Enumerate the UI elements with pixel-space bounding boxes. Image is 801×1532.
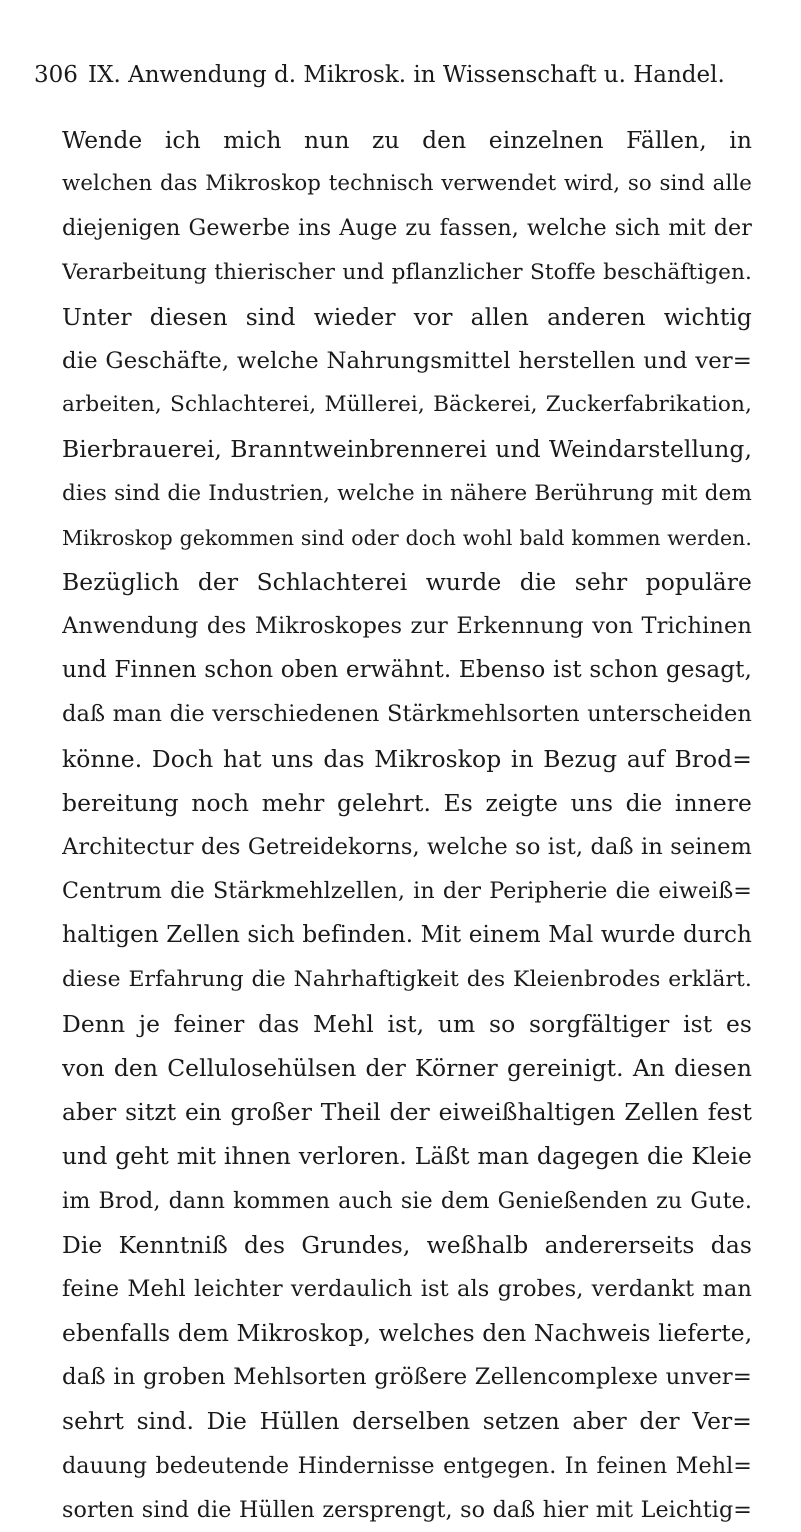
text-line: Architectur des Getreidekorns, welche so ist, daß in seinem (62, 834, 752, 860)
text-line: Die Kenntniß des Grundes, weßhalb andererseits das (62, 1230, 752, 1259)
text-line: diese Erfahrung die Nahrhaftigkeit des Kleienbrodes erklärt. (62, 966, 752, 992)
text-line: Denn je feiner das Mehl ist, um so sorgfältiger ist es (62, 1009, 752, 1038)
text-line: Verarbeitung thierischer und pflanzlicher Stoffe beschäftigen. (62, 259, 752, 285)
text-line: arbeiten, Schlachterei, Müllerei, Bäckerei, Zuckerfabrikation, (62, 392, 752, 418)
text-line: Bierbrauerei, Branntweinbrennerei und Weindarstellung, (62, 435, 752, 464)
text-line: könne. Doch hat uns das Mikroskop in Bezug auf Brod= (62, 744, 752, 773)
text-line: feine Mehl leichter verdaulich ist als grobes, verdankt man (62, 1275, 752, 1302)
text-line: im Brod, dann kommen auch sie dem Genießenden zu Gute. (62, 1187, 752, 1214)
text-line: dies sind die Industrien, welche in nähere Berührung mit dem (62, 480, 752, 506)
text-line: ebenfalls dem Mikroskop, welches den Nachweis lieferte, (62, 1319, 752, 1348)
text-line: daß man die verschiedenen Stärkmehlsorten unterscheiden (62, 701, 752, 728)
text-line: bereitung noch mehr gelehrt. Es zeigte uns die innere (62, 788, 752, 817)
text-line: dauung bedeutende Hindernisse entgegen. In feinen Mehl= (62, 1452, 752, 1479)
text-line: Anwendung des Mikroskopes zur Erkennung von Trichinen (62, 613, 752, 640)
text-line: welchen das Mikroskop technisch verwendet wird, so sind alle (62, 171, 752, 197)
text-line: diejenigen Gewerbe ins Auge zu fassen, welche sich mit der (62, 215, 752, 242)
text-line: und geht mit ihnen verloren. Läßt man dagegen die Kleie (62, 1142, 752, 1171)
text-line: sorten sind die Hüllen zersprengt, so daß hier mit Leichtig= (62, 1496, 752, 1523)
text-line: daß in groben Mehlsorten größere Zellencomplexe unver= (62, 1364, 752, 1391)
text-line: sehrt sind. Die Hüllen derselben setzen aber der Ver= (62, 1407, 752, 1436)
text-line: Mikroskop gekommen sind oder doch wohl bald kommen werden. (62, 525, 752, 550)
text-line: von den Cellulosehülsen der Körner gereinigt. An diesen (62, 1053, 752, 1082)
text-line: Unter diesen sind wieder vor allen anderen wichtig (62, 302, 752, 331)
text-line: und Finnen schon oben erwähnt. Ebenso ist schon gesagt, (62, 657, 752, 684)
running-head (34, 58, 754, 92)
text-line: die Geschäfte, welche Nahrungsmittel herstellen und ver= (62, 347, 752, 374)
text-line: aber sitzt ein großer Theil der eiweißhaltigen Zellen fest (62, 1098, 752, 1127)
text-line: Wende ich mich nun zu den einzelnen Fällen, in (62, 126, 752, 154)
body-paragraphs (62, 118, 752, 1532)
chapter-title: IX. Anwendung d. Mikrosk. in Wissenschaft u. Handel. (88, 62, 725, 88)
text-line: Bezüglich der Schlachterei wurde die sehr populäre (62, 567, 752, 596)
page-number: 306 (34, 62, 78, 88)
text-line: Centrum die Stärkmehlzellen, in der Peripherie die eiweiß= (62, 878, 752, 905)
text-line: haltigen Zellen sich befinden. Mit einem Mal wurde durch (62, 922, 752, 949)
